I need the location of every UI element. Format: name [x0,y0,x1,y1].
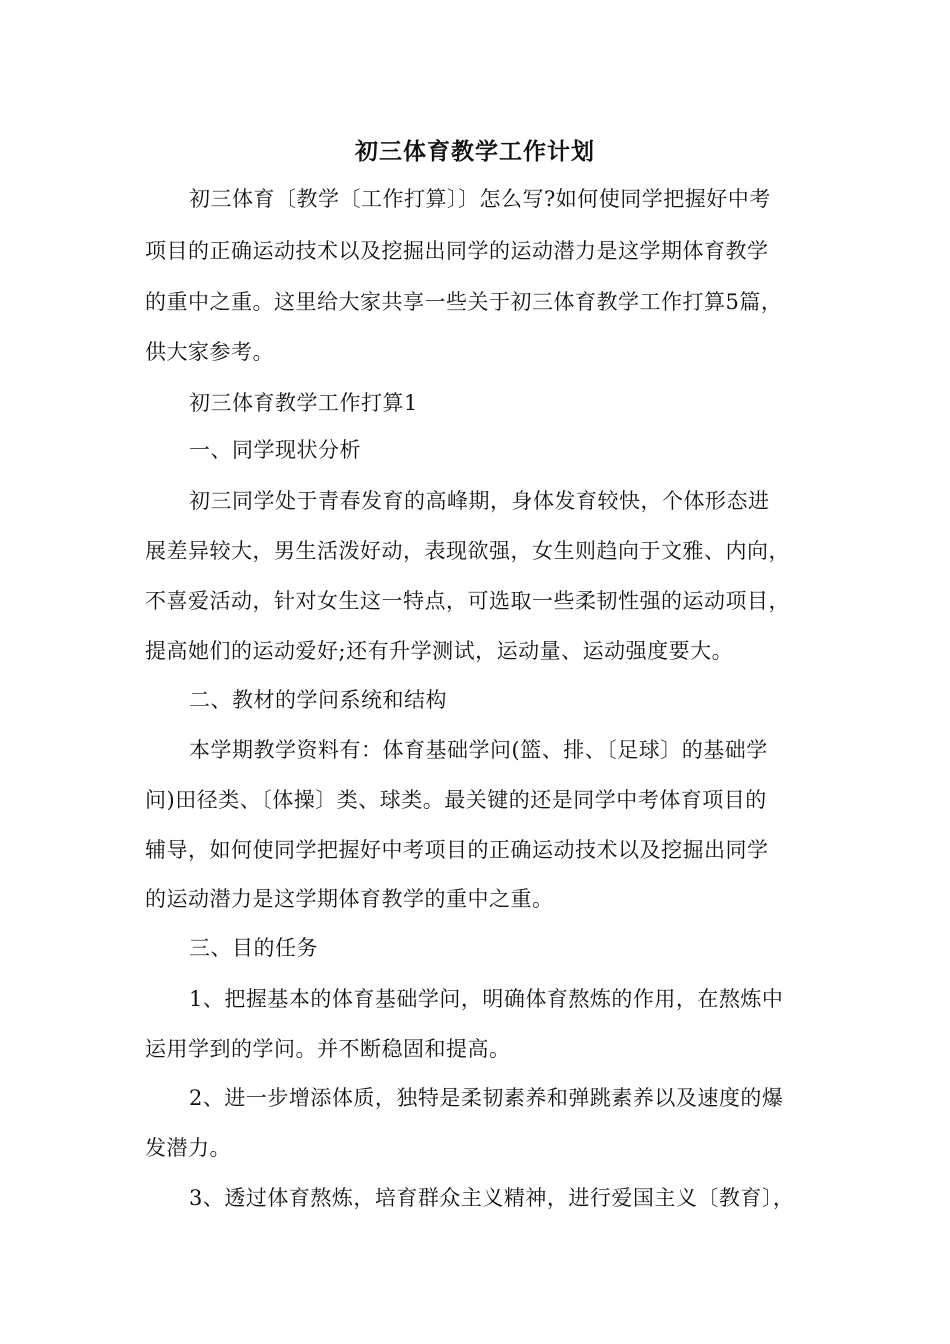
section-heading: 三、目的任务 [189,936,318,960]
paragraph-line: 本学期教学资料有：体育基础学问(篮、排、〔足球〕的基础学 [189,738,768,762]
paragraph-line: 的重中之重。这里给大家共享一些关于初三体育教学工作打算5篇， [145,290,783,314]
section-heading: 一、同学现状分析 [189,438,361,462]
paragraph-line: 2、进一步增添体质，独特是柔韧素养和弹跳素养以及速度的爆 [189,1086,784,1110]
section-heading: 二、教材的学问系统和结构 [189,688,447,712]
section-heading: 初三体育教学工作打算1 [189,391,418,415]
paragraph-line: 初三体育〔教学〔工作打算〕〕怎么写?如何使同学把握好中考 [189,187,771,211]
paragraph-line: 展差异较大，男生活泼好动，表现欲强，女生则趋向于文雅、内向， [145,539,790,563]
paragraph-line: 问)田径类、〔体操〕类、球类。最关键的还是同学中考体育项目的 [145,788,767,812]
paragraph-line: 提高她们的运动爱好;还有升学测试，运动量、运动强度要大。 [145,639,734,663]
paragraph-line: 的运动潜力是这学期体育教学的重中之重。 [145,887,554,911]
paragraph-line: 初三同学处于青春发育的高峰期，身体发育较快，个体形态进 [189,489,770,513]
paragraph-line: 发潜力。 [145,1136,231,1160]
paragraph-line: 项目的正确运动技术以及挖掘出同学的运动潜力是这学期体育教学 [145,239,769,263]
paragraph-line: 不喜爱活动，针对女生这一特点，可选取一些柔韧性强的运动项目， [145,589,790,613]
document-title: 初三体育教学工作计划 [355,138,595,165]
paragraph-line: 运用学到的学问。并不断稳固和提高。 [145,1037,511,1061]
paragraph-line: 1、把握基本的体育基础学问，明确体育熬炼的作用，在熬炼中 [189,987,784,1011]
paragraph-line: 供大家参考。 [145,340,274,364]
paragraph-line: 辅导，如何使同学把握好中考项目的正确运动技术以及挖掘出同学 [145,838,769,862]
paragraph-line: 3、透过体育熬炼，培育群众主义精神，进行爱国主义〔教育〕， [189,1186,795,1210]
